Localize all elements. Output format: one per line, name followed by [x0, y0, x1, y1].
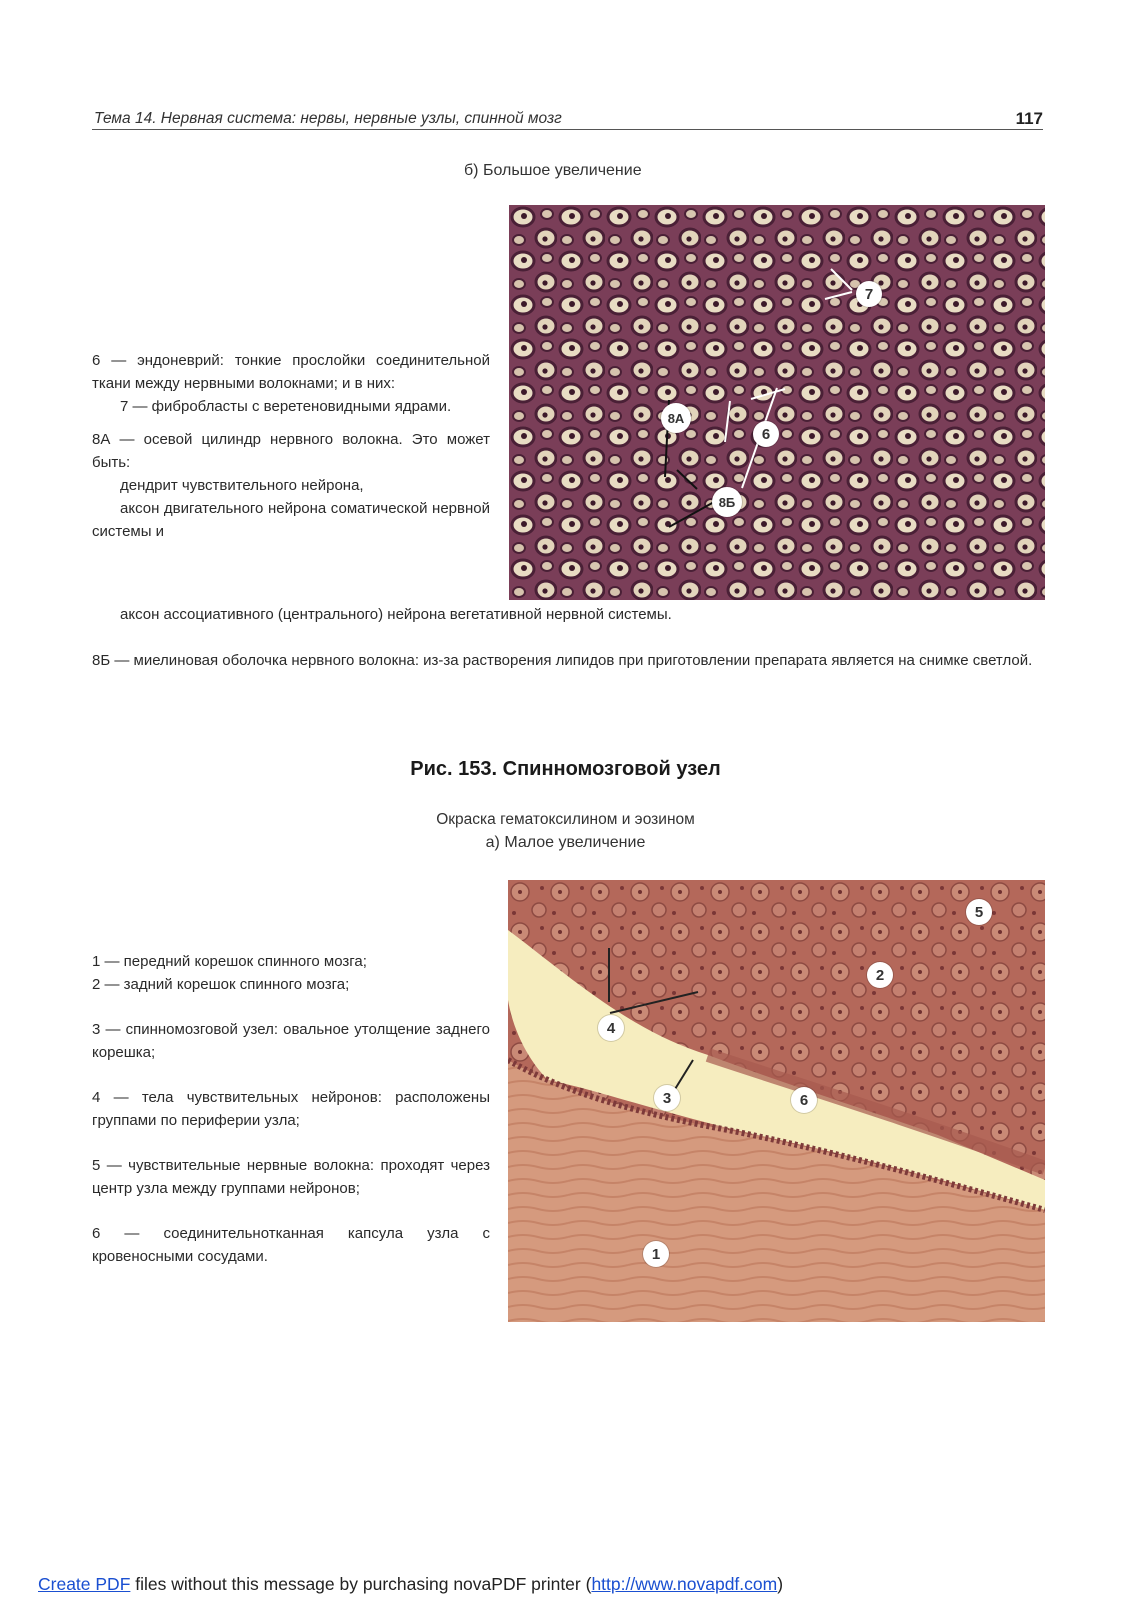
label-8a: 8А: [661, 403, 691, 433]
item-8b-myelin-sheath: 8Б — миелиновая оболочка нервного волокна: из-за растворения липидов при приготовлении препарата является на снимке светлой.: [92, 652, 1033, 669]
item-8a-associative-axon: аксон ассоциативного (центрального) нейрона вегетативной нервной системы.: [120, 606, 672, 623]
section-b-description: [92, 349, 490, 543]
legend-item-6: 6 — соединительнотканная капсула узла с кровеносными сосудами.: [92, 1225, 490, 1265]
figure-title: Рис. 153. Спинномозговой узел: [410, 758, 721, 780]
legend-item-1: 1 — передний корешок спинного мозга;: [92, 953, 367, 970]
label-2: 2: [867, 962, 893, 988]
create-pdf-link[interactable]: Create PDF: [38, 1574, 131, 1594]
nerve-cross-section-image: [509, 205, 1045, 600]
item-8a-dendrite: дендрит чувствительного нейрона,: [120, 477, 364, 494]
footer-text-end: ): [777, 1574, 784, 1594]
figure-153-legend: [92, 950, 490, 1268]
item-7-fibroblasts: 7 — фибробласты с веретеновидными ядрами.: [120, 398, 452, 415]
footer-text: files without this message by purchasing novaPDF printer (: [130, 1574, 592, 1594]
spinal-ganglion-image: [508, 880, 1045, 1322]
label-4: 4: [598, 1015, 624, 1041]
micrograph-high-magnification: [509, 205, 1045, 600]
running-title: Тема 14. Нервная система: нервы, нервные узлы, спинной мозг: [94, 110, 562, 127]
label-1: 1: [643, 1241, 669, 1267]
header-rule: [92, 129, 1043, 130]
novapdf-link[interactable]: http://www.novapdf.com: [591, 1574, 778, 1594]
label-5: 5: [966, 899, 992, 925]
item-8a-axial-cylinder: 8А — осевой цилиндр нервного волокна. Это может быть:: [92, 431, 490, 471]
figure-stain: Окраска гематоксилином и эозином: [436, 811, 695, 828]
label-8b: 8Б: [712, 487, 742, 517]
section-b-caption: б) Большое увеличение: [464, 162, 642, 179]
figure-caption: а) Малое увеличение: [485, 834, 646, 851]
page-number: 117: [1015, 109, 1043, 128]
micrograph-low-magnification: [508, 880, 1045, 1322]
legend-item-4: 4 — тела чувствительных нейронов: расположены группами по периферии узла;: [92, 1089, 490, 1129]
legend-item-5: 5 — чувствительные нервные волокна: проходят через центр узла между группами нейронов;: [92, 1157, 490, 1197]
item-8a-motor-axon: аксон двигательного нейрона соматической нервной системы и: [92, 500, 490, 540]
footer-watermark: [38, 1574, 783, 1595]
item-6-endoneurium: 6 — эндоневрий: тонкие прослойки соединительной ткани между нервными волокнами; и в них:: [92, 352, 490, 392]
legend-item-2: 2 — задний корешок спинного мозга;: [92, 976, 350, 993]
label-6: 6: [753, 421, 779, 447]
label-7: 7: [856, 281, 882, 307]
legend-item-3: 3 — спинномозговой узел: овальное утолщение заднего корешка;: [92, 1021, 490, 1061]
label-6-capsule: 6: [791, 1087, 817, 1113]
label-3: 3: [654, 1085, 680, 1111]
